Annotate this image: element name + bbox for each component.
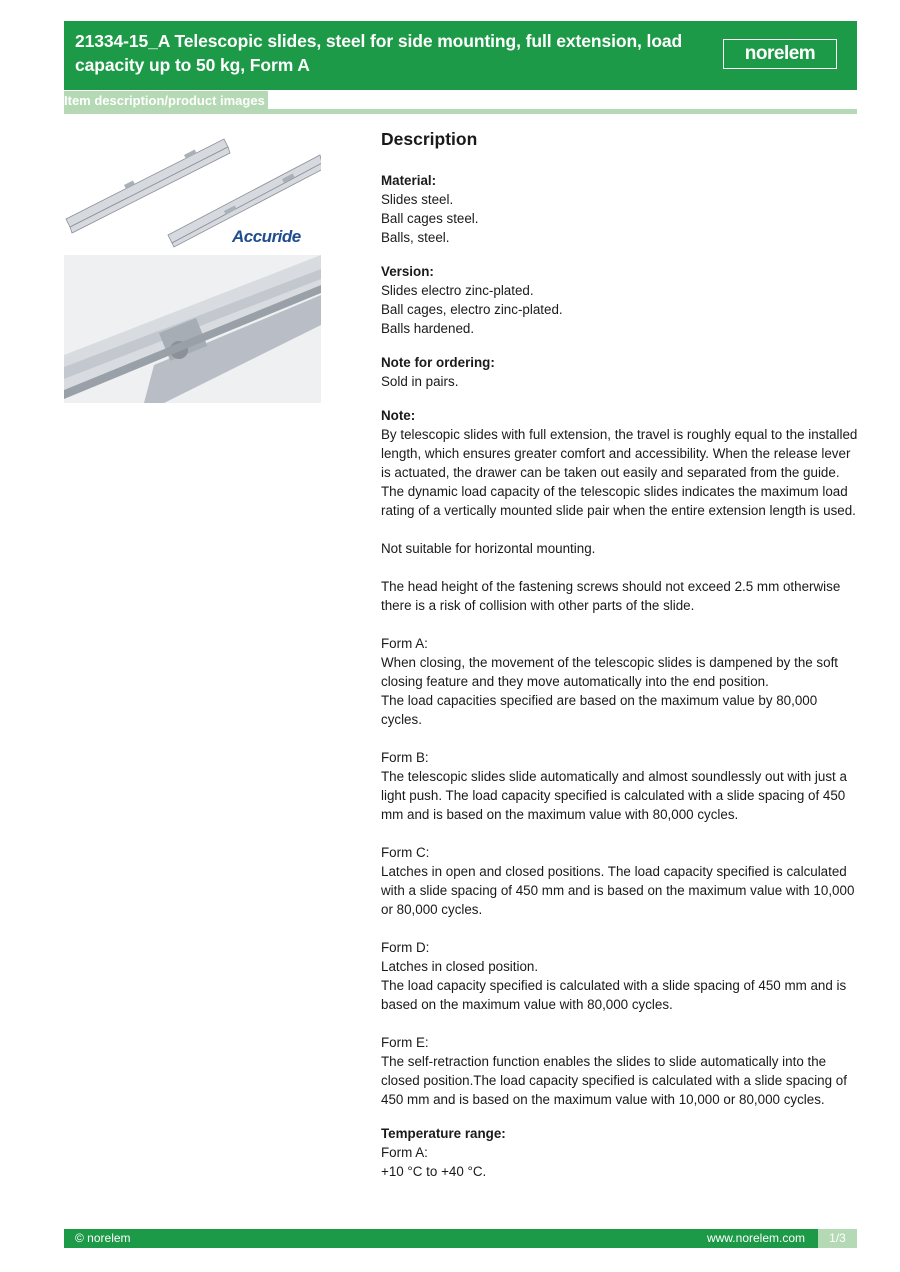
material-block [381,171,859,247]
form-e-paragraph [381,1033,859,1109]
material-line: Balls, steel. [381,230,450,245]
product-image-detail [64,255,321,403]
form-heading: Form D: [381,940,430,955]
product-image-slides [64,127,321,252]
form-a-paragraph [381,634,859,729]
note-paragraph [381,539,859,558]
form-b-paragraph [381,748,859,824]
note-text: Latches in closed position. [381,959,539,974]
header-banner [64,21,857,90]
material-label: Material: [381,173,437,188]
version-line: Balls hardened. [381,321,475,336]
form-c-paragraph [381,843,859,919]
form-d-paragraph [381,938,859,1014]
temperature-label: Temperature range: [381,1126,506,1141]
version-block [381,262,859,338]
temperature-block [381,1124,859,1181]
version-line: Ball cages, electro zinc-plated. [381,302,563,317]
ordering-block [381,353,859,391]
slide-detail-illustration [64,255,321,403]
material-line: Slides steel. [381,192,454,207]
accuride-brand-logo: Accuride [232,227,301,246]
note-block [381,406,859,1109]
material-line: Ball cages steel. [381,211,479,226]
form-heading: Form E: [381,1035,429,1050]
description-heading: Description [381,129,478,149]
temperature-line: Form A: [381,1145,428,1160]
form-heading: Form A: [381,636,428,651]
form-heading: Form B: [381,750,429,765]
website-link[interactable]: www.norelem.com [706,1231,805,1245]
note-text: Not suitable for horizontal mounting. [381,541,596,556]
section-label: Item description/product images [64,91,268,110]
norelem-logo: norelem [723,39,837,69]
note-text: The telescopic slides slide automatically and almost soundlessly out with just a light push. The load capacity specified is calculated with a slide spacing of 450 mm and is based on the maximum value with 80,000 cycles. [381,769,847,822]
note-paragraph [381,425,859,520]
version-label: Version: [381,264,434,279]
version-line: Slides electro zinc-plated. [381,283,534,298]
footer-bar [64,1229,857,1248]
note-text: The head height of the fastening screws should not exceed 2.5 mm otherwise there is a risk of collision with other parts of the slide. [381,579,841,613]
title-line-2: capacity up to 50 kg, Form A [75,55,310,75]
page-number: 1/3 [818,1229,857,1248]
copyright: © norelem [75,1231,131,1245]
note-text: By telescopic slides with full extension, the travel is roughly equal to the installed length, which ensures greater comfort and accessibility. When the release lever is actuated, the drawer can be taken out easily and separated from the guide. The dynamic load capacity of the telescopic slides indicates the maximum load rating of a vertically mounted slide pair when the entire extension length is used. [381,427,858,518]
temperature-line: +10 °C to +40 °C. [381,1164,487,1179]
note-text: The self-retraction function enables the slides to slide automatically into the closed position.The load capacity specified is calculated with a slide spacing of 450 mm and is based on the maximum value with 10,000 or 80,000 cycles. [381,1054,847,1107]
note-text: The load capacities specified are based on the maximum value by 80,000 cycles. [381,693,818,727]
title-line-1: 21334-15_A Telescopic slides, steel for side mounting, full extension, load [75,31,683,51]
page-title [75,29,685,77]
note-text: The load capacity specified is calculated with a slide spacing of 450 mm and is based on the maximum value with 80,000 cycles. [381,978,847,1012]
ordering-line: Sold in pairs. [381,374,459,389]
description-section [381,127,859,1196]
note-paragraph [381,577,859,615]
note-label: Note: [381,408,416,423]
ordering-label: Note for ordering: [381,355,495,370]
note-text: When closing, the movement of the telescopic slides is dampened by the soft closing feature and they move automatically into the end position. [381,655,839,689]
note-text: Latches in open and closed positions. The load capacity specified is calculated with a slide spacing of 450 mm and is based on the maximum value with 10,000 or 80,000 cycles. [381,864,855,917]
form-heading: Form C: [381,845,430,860]
